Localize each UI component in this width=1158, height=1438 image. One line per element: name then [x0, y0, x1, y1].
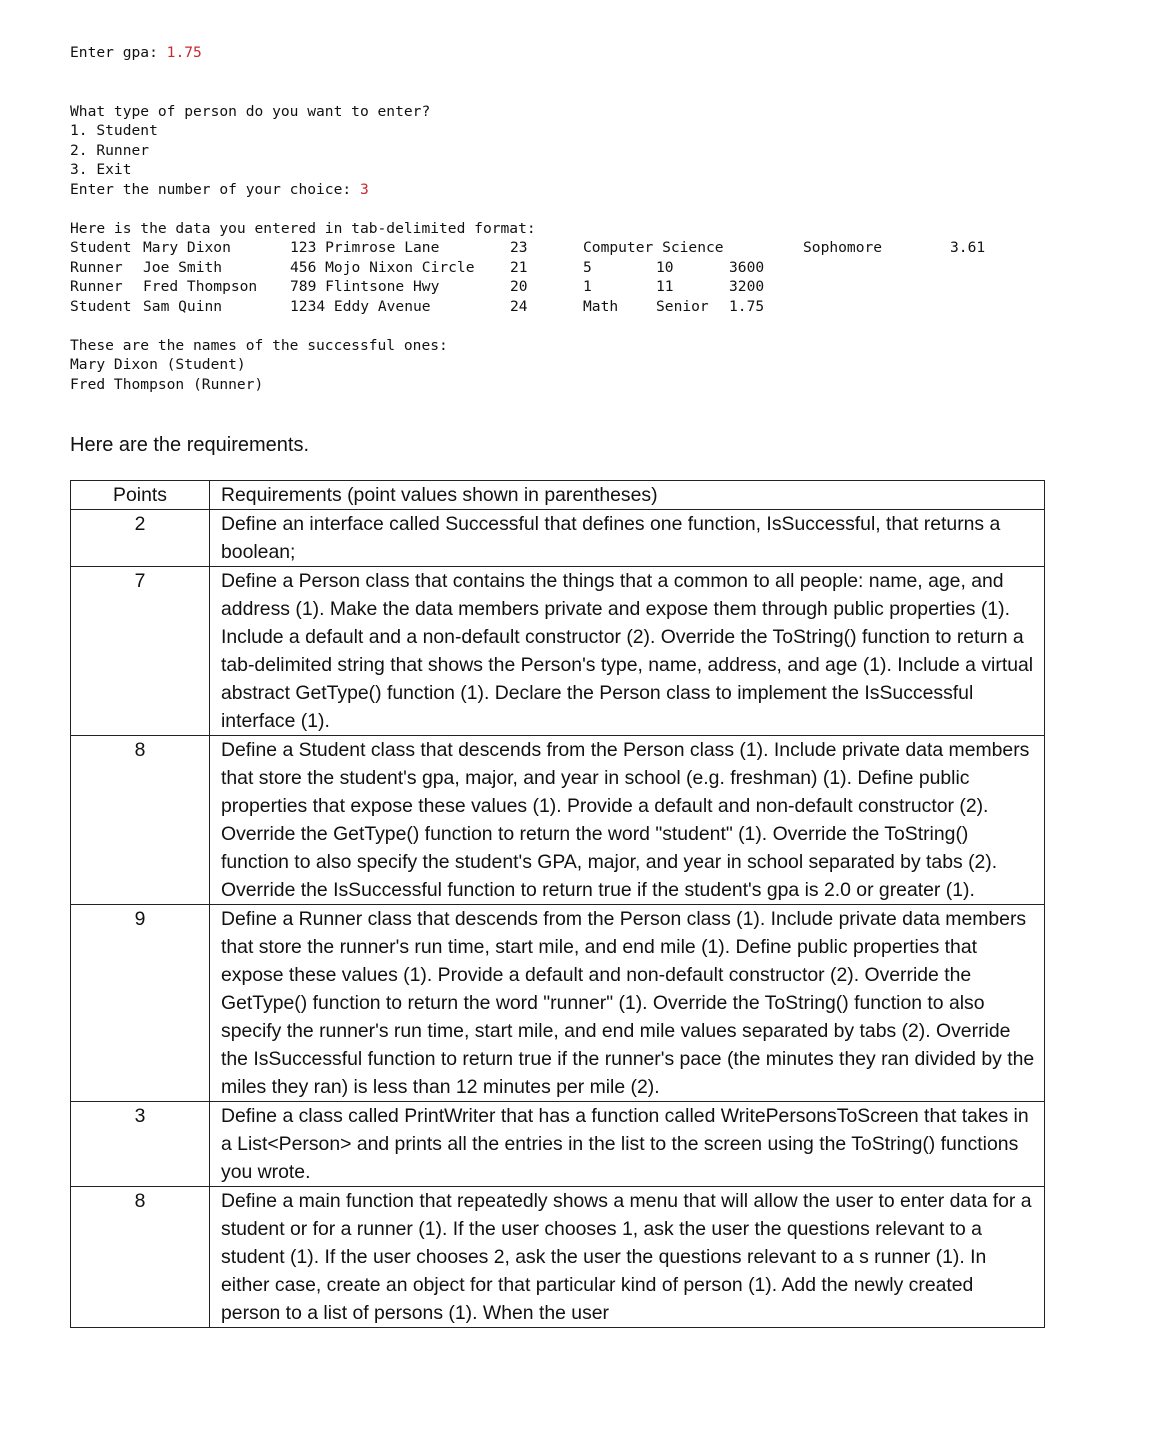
points-cell: 8	[71, 736, 210, 905]
cell-field-1: Computer Science	[583, 239, 724, 256]
menu-option-student: 1. Student	[70, 122, 158, 139]
cell-name: Joe Smith	[143, 258, 223, 276]
data-rows	[70, 238, 1023, 316]
table-header-row	[71, 481, 1045, 510]
cell-field-4: 3.61	[950, 239, 986, 256]
data-row	[70, 258, 1023, 278]
gpa-prompt: Enter gpa:	[70, 44, 167, 61]
cell-field-3: 1.75	[729, 297, 765, 315]
successful-name: Fred Thompson (Runner)	[70, 375, 264, 393]
cell-name: Fred Thompson	[143, 278, 258, 295]
data-header: Here is the data you entered in tab-delimited format:	[70, 219, 536, 237]
cell-type: Student	[70, 239, 132, 256]
cell-type: Runner	[70, 278, 123, 295]
cell-name: Mary Dixon	[143, 239, 231, 256]
data-row	[70, 277, 1023, 297]
column-header-requirements: Requirements (point values shown in parentheses)	[210, 481, 1045, 510]
choice-input-value: 3	[359, 180, 369, 198]
cell-age: 20	[510, 278, 528, 295]
points-cell: 3	[71, 1102, 210, 1187]
cell-field-2: 10	[656, 258, 674, 276]
menu-question: What type of person do you want to enter?	[70, 102, 431, 120]
requirements-table	[70, 480, 1045, 1328]
data-row	[70, 297, 1023, 317]
cell-address: 1234 Eddy Avenue	[290, 297, 431, 315]
table-row	[71, 905, 1045, 1102]
points-cell: 8	[71, 1187, 210, 1328]
points-cell: 7	[71, 567, 210, 736]
cell-field-3: 3200	[729, 278, 765, 295]
table-row	[71, 1102, 1045, 1187]
points-cell: 2	[71, 510, 210, 567]
requirement-cell: Define a Person class that contains the things that a common to all people: name, age, and address (1). Make the data members private and expose them through public properties (1). Include a default and a non-default constructor (2). Override the ToString() function to return a tab-delimited string that shows the Person's type, name, address, and age (1). Include a virtual abstract GetType() function (1). Declare the Person class to implement the IsSuccessful interface (1).	[210, 567, 1045, 736]
cell-field-3: 3600	[729, 258, 765, 276]
requirement-cell: Define a main function that repeatedly shows a menu that will allow the user to enter data for a student or for a runner (1). If the user chooses 1, ask the user the questions relevant to a student (1). If the user chooses 2, ask the user the questions relevant to a s runner (1). In either case, create an object for that particular kind of person (1). Add the newly created person to a list of persons (1). When the user	[210, 1187, 1045, 1328]
table-row	[71, 1187, 1045, 1328]
menu-option-runner: 2. Runner	[70, 141, 150, 159]
cell-address: 123 Primrose Lane	[290, 239, 440, 256]
requirements-heading: Here are the requirements.	[70, 434, 310, 456]
cell-field-2: Senior	[656, 297, 709, 315]
cell-field-3: Sophomore	[803, 239, 883, 256]
cell-field-2: 11	[656, 278, 674, 295]
successful-header: These are the names of the successful ones:	[70, 336, 448, 354]
cell-field-2	[730, 238, 803, 258]
table-row	[71, 567, 1045, 736]
cell-address: 456 Mojo Nixon Circle	[290, 258, 475, 276]
table-row	[71, 510, 1045, 567]
console-output	[70, 43, 1023, 394]
cell-age: 23	[510, 239, 528, 256]
requirement-cell: Define a Runner class that descends from the Person class (1). Include private data members that store the runner's run time, start mile, and end mile (1). Define public properties that expose these values (1). Provide a default and non-default constructor (2). Override the GetType() function to return the word "runner" (1). Override the ToString() function to also specify the runner's run time, start mile, and end mile values separated by tabs (2). Override the IsSuccessful function to return true if the runner's pace (the minutes they ran divided by the miles they ran) is less than 12 minutes per mile (2).	[210, 905, 1045, 1102]
choice-prompt: Enter the number of your choice:	[70, 180, 360, 198]
menu-option-exit: 3. Exit	[70, 161, 132, 178]
cell-age: 24	[510, 297, 528, 315]
successful-name: Mary Dixon (Student)	[70, 356, 246, 373]
requirement-cell: Define a class called PrintWriter that has a function called WritePersonsToScreen that takes in a List<Person> and prints all the entries in the list to the screen using the ToString() functions you wrote.	[210, 1102, 1045, 1187]
column-header-points: Points	[71, 481, 210, 510]
points-cell: 9	[71, 905, 210, 1102]
data-row	[70, 238, 1023, 258]
choice-line	[70, 180, 1023, 200]
cell-type: Runner	[70, 258, 123, 276]
requirement-cell: Define an interface called Successful that defines one function, IsSuccessful, that returns a boolean;	[210, 510, 1045, 567]
cell-age: 21	[510, 258, 528, 276]
requirement-cell: Define a Student class that descends from the Person class (1). Include private data members that store the student's gpa, major, and year in school (e.g. freshman) (1). Define public properties that expose these values (1). Provide a default and non-default constructor (2). Override the GetType() function to return the word "student" (1). Override the ToString() function to also specify the student's GPA, major, and year in school separated by tabs (2). Override the IsSuccessful function to return true if the student's gpa is 2.0 or greater (1).	[210, 736, 1045, 905]
cell-field-1: Math	[583, 297, 619, 315]
cell-field-1: 5	[583, 258, 592, 276]
cell-type: Student	[70, 297, 132, 315]
gpa-line	[70, 43, 1023, 63]
cell-name: Sam Quinn	[143, 297, 223, 315]
table-row	[71, 736, 1045, 905]
cell-field-1: 1	[583, 278, 592, 295]
cell-address: 789 Flintsone Hwy	[290, 278, 440, 295]
gpa-input-value: 1.75	[166, 44, 202, 61]
